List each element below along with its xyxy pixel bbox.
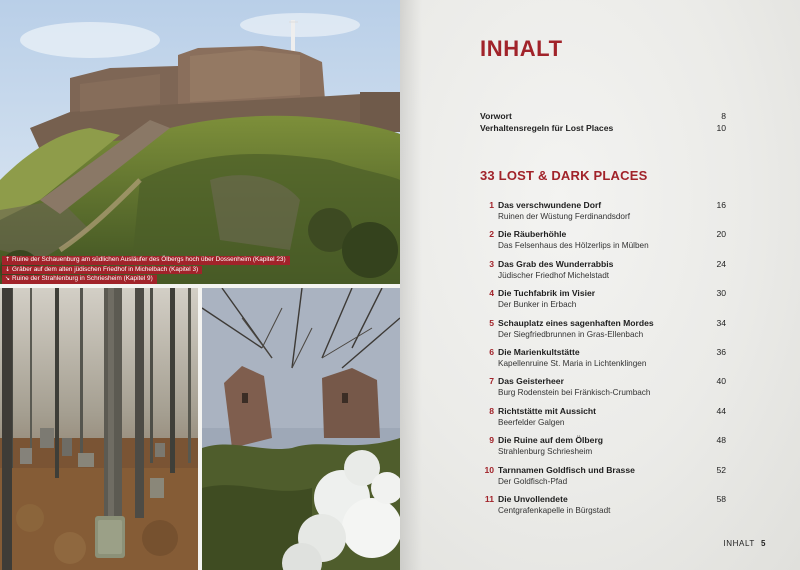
chapter-title: Die Räuberhöhle [498,229,567,240]
chapter-page: 52 [716,464,726,475]
chapter-number: 5 [489,317,494,328]
page-footer [723,539,766,548]
chapter-entry-5[interactable] [480,318,726,347]
caption-text: Gräber auf dem alten jüdischen Friedhof in Michelbach (Kapitel 3) [12,265,199,273]
chapter-subtitle: Burg Rodenstein bei Fränkisch-Crumbach [498,388,651,398]
chapter-number: 10 [484,464,494,475]
chapter-page: 30 [716,288,726,299]
chapter-title: Die Ruine auf dem Ölberg [498,435,604,446]
page-number: 5 [760,539,766,548]
chapter-page: 40 [716,376,726,387]
chapter-page: 36 [716,346,726,357]
arrow-down-icon: ↓ [5,265,11,273]
chapter-number: 1 [489,200,494,210]
chapter-page: 34 [716,317,726,328]
chapter-number: 2 [489,229,494,240]
chapter-number: 11 [484,493,494,504]
entry-label: Vorwort [480,111,512,121]
chapter-number: 3 [489,258,494,269]
chapter-subtitle: Centgrafenkapelle in Bürgstadt [498,505,611,515]
chapter-page: 58 [716,493,726,504]
chapter-number: 4 [489,288,494,299]
caption-text: Ruine der Schauenburg am südlichen Ausläufer des Ölbergs hoch über Dossenheim (Kapitel 23) [12,256,286,263]
chapter-entry-10[interactable] [480,465,726,494]
entry-page: 10 [716,123,726,133]
chapter-title: Das verschwundene Dorf [498,200,602,210]
footer-label: INHALT [723,539,755,548]
chapter-title: Richtstätte mit Aussicht [498,405,597,416]
caption-michelbach [2,266,202,275]
entry-page: 8 [721,111,726,121]
chapter-subtitle: Ruinen der Wüstung Ferdinandsdorf [498,212,630,221]
jewish-cemetery-photo [0,288,198,570]
toc-entry-verhaltensregeln[interactable] [480,122,726,134]
chapter-entry-9[interactable] [480,435,726,464]
photo-captions [2,256,290,284]
strahlenburg-ruin-photo [202,288,400,570]
chapter-title: Die Tuchfabrik im Visier [498,288,596,299]
chapter-entry-2[interactable] [480,229,726,258]
chapter-list [480,200,726,523]
chapter-number: 6 [489,346,494,357]
caption-text: Ruine der Strahlenburg in Schriesheim (Kapitel 9) [12,275,153,283]
chapter-number: 8 [489,405,494,416]
caption-schauenburg [2,256,290,265]
chapter-page: 24 [716,258,726,269]
caption-strahlenburg [2,275,157,284]
chapter-number: 9 [489,435,494,446]
chapter-subtitle: Der Goldfisch-Pfad [498,476,568,486]
chapter-page: 16 [716,200,726,210]
chapter-subtitle: Beerfelder Galgen [498,417,565,427]
chapter-subtitle: Jüdischer Friedhof Michelstadt [498,270,610,280]
chapter-entry-1[interactable] [480,200,726,229]
toc-entry-vorwort[interactable] [480,110,726,122]
chapter-title: Das Grab des Wunderrabbis [498,258,614,269]
chapter-title: Tarnnamen Goldfisch und Brasse [498,464,635,475]
chapter-entry-6[interactable] [480,347,726,376]
chapter-entry-3[interactable] [480,259,726,288]
chapter-subtitle: Strahlenburg Schriesheim [498,447,593,457]
castle-ruin-photo [0,0,400,284]
chapter-page: 20 [716,229,726,240]
front-matter-list [480,110,726,134]
chapter-entry-4[interactable] [480,288,726,317]
arrow-up-icon: ↑ [5,256,11,263]
chapter-subtitle: Der Siegfriedbrunnen in Gras-Ellenbach [498,329,644,339]
section-heading: 33 LOST & DARK PLACES [480,168,648,183]
entry-label: Verhaltensregeln für Lost Places [480,123,614,133]
chapter-title: Das Geisterheer [498,376,564,387]
chapter-entry-11[interactable] [480,494,726,523]
chapter-entry-8[interactable] [480,406,726,435]
chapter-title: Die Unvollendete [498,493,568,504]
chapter-number: 7 [489,376,494,387]
chapter-title: Die Marienkultstätte [498,346,580,357]
chapter-title: Schauplatz eines sagenhaften Mordes [498,317,654,328]
chapter-entry-7[interactable] [480,376,726,405]
toc-page [400,0,800,570]
page-title: INHALT [480,36,563,61]
chapter-subtitle: Kapellenruine St. Maria in Lichtenklingen [498,358,647,368]
chapter-page: 48 [716,435,726,446]
chapter-page: 44 [716,405,726,416]
chapter-subtitle: Das Felsenhaus des Hölzerlips in Mülben [498,241,649,251]
page-gutter-shadow [400,0,422,570]
arrow-down-right-icon: ↘ [5,275,11,283]
chapter-subtitle: Der Bunker in Erbach [498,300,577,310]
